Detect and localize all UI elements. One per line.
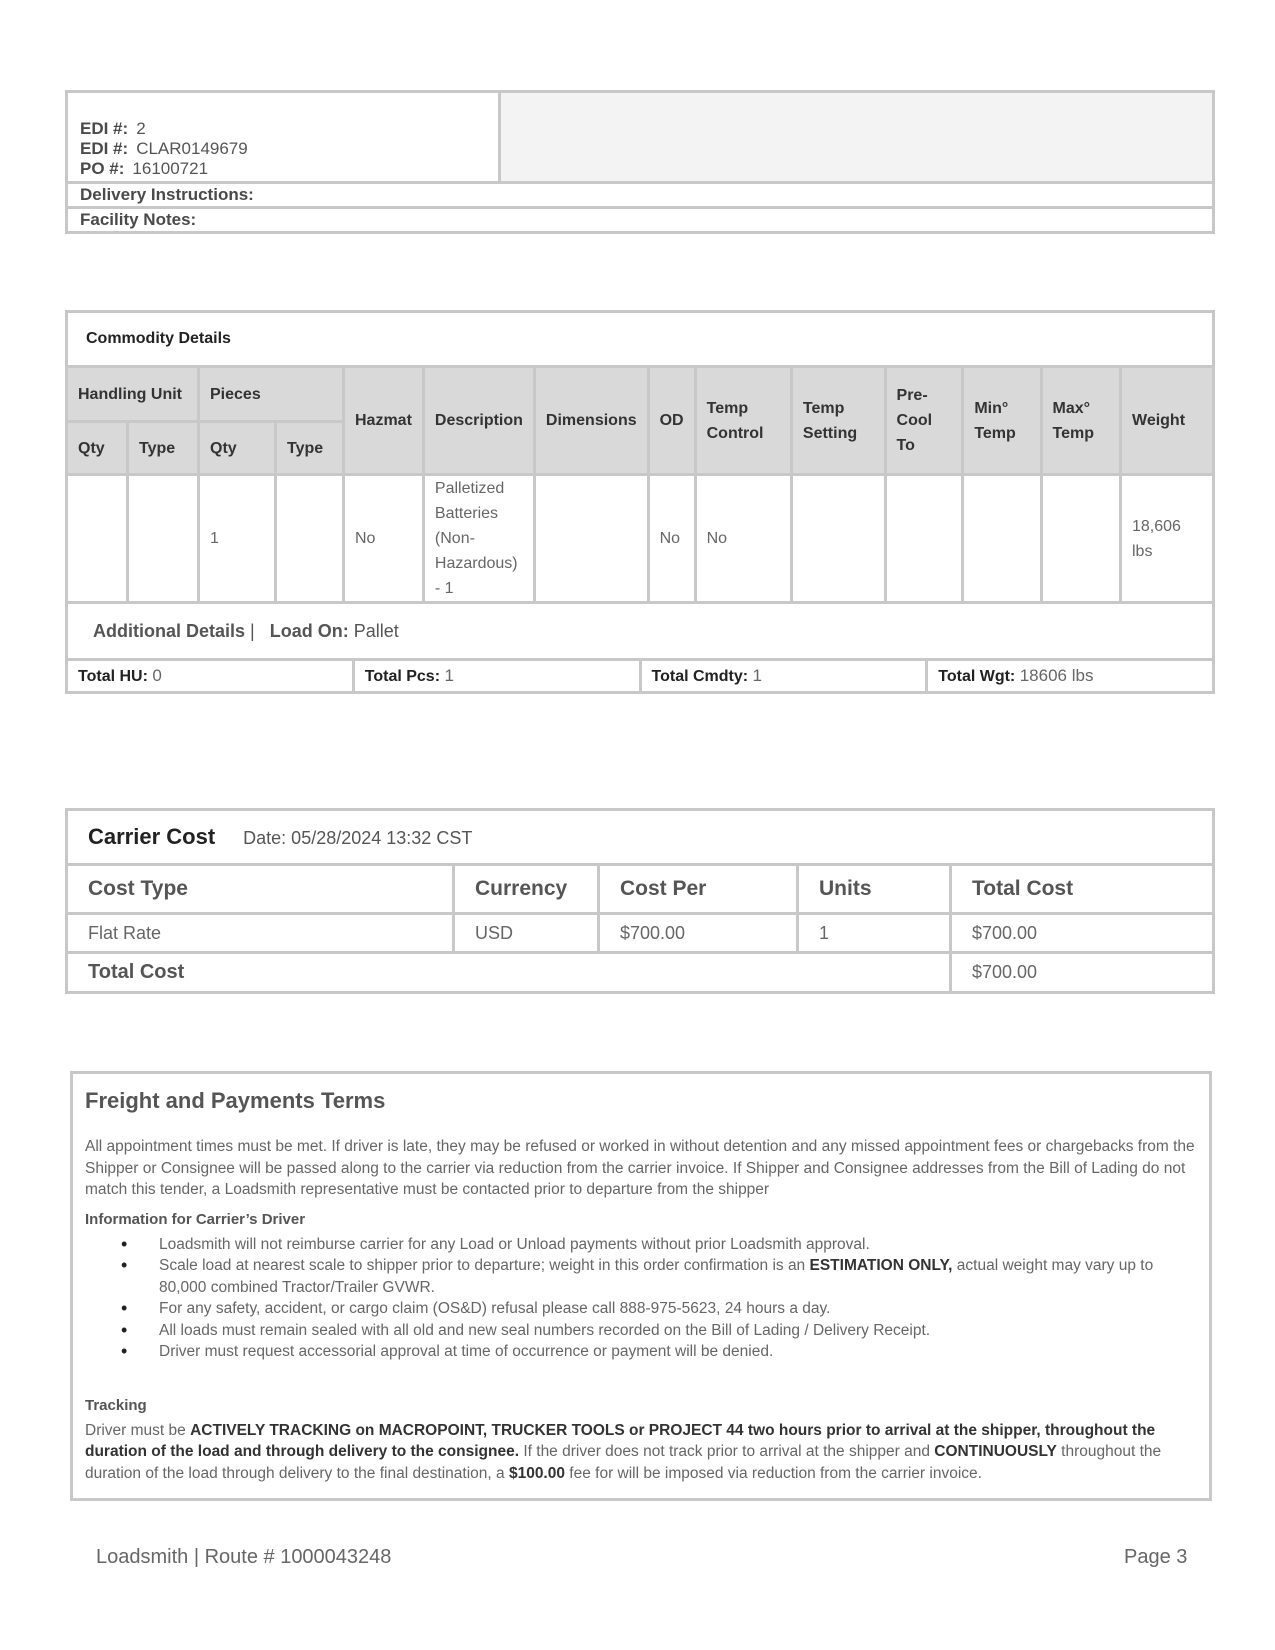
cell-currency: USD: [454, 914, 599, 953]
edi-row-2: EDI #: CLAR0149679: [80, 139, 248, 159]
edi-blank-cell: [500, 92, 1214, 183]
col-hu-type: Type: [128, 422, 199, 475]
cell-description: Palletized Batteries (Non-Hazardous) - 1: [423, 475, 534, 603]
cell-min-temp: [963, 475, 1041, 603]
carrier-cost: [65, 808, 1215, 994]
cell-max-temp: [1041, 475, 1121, 603]
cell-cost-type: Flat Rate: [67, 914, 454, 953]
cell-pc-type: [276, 475, 344, 603]
total-wgt-value: 18606 lbs: [1019, 666, 1094, 685]
footer-page-number: Page 3: [1124, 1546, 1188, 1568]
tracking-text: Driver must be ACTIVELY TRACKING on MACROPOINT, TRUCKER TOOLS or PROJECT 44 two hours prior to arrival at the shipper, throughout the duration of the load and through delivery to the consignee. If the driver does not track prior to arrival at the shipper and CONTINUOUSLY throughout the duration of the load through delivery to the final destination, a $100.00 fee for will be imposed via reduction from the carrier invoice.: [85, 1421, 1162, 1482]
total-pcs-value: 1: [444, 666, 454, 685]
driver-info-item: • Driver must request accessorial approval at time of occurrence or payment will be denied.: [159, 1341, 1197, 1363]
additional-details: Additional Details | Load On: Pallet: [67, 603, 1214, 660]
edi-value-2: CLAR0149679: [136, 139, 248, 159]
col-pc-qty: Qty: [199, 422, 276, 475]
total-cmdty: Total Cmdty: 1: [640, 661, 927, 693]
cell-dimensions: [534, 475, 648, 603]
load-on-value: Pallet: [353, 620, 399, 641]
delivery-instructions-label: Delivery Instructions:: [67, 183, 1214, 208]
col-weight: Weight: [1121, 367, 1214, 475]
terms-intro: All appointment times must be met. If driver is late, they may be refused or worked in without detention and any missed appointment fees or chargebacks from the Shipper or Consignee will be passed along to the carrier via reduction from the carrier invoice. If Shipper and Consignee addresses from the Bill of Lading do not match this tender, a Loadsmith representative must be contacted prior to departure from the shipper: [85, 1138, 1195, 1198]
additional-details-label: Additional Details: [93, 620, 246, 641]
col-pieces: Pieces: [199, 367, 344, 422]
po-row: PO #: 16100721: [80, 159, 209, 179]
cell-pc-qty: 1: [199, 475, 276, 603]
col-handling-unit: Handling Unit: [67, 367, 199, 422]
driver-info-item: • For any safety, accident, or cargo claim (OS&D) refusal please call 888-975-5623, 24 hours a day.: [159, 1298, 1197, 1320]
po-value: 16100721: [132, 159, 209, 179]
cell-cost-per: $700.00: [599, 914, 798, 953]
col-pre-cool: Pre-Cool To: [885, 367, 963, 475]
carrier-cost-date: Date: 05/28/2024 13:32 CST: [243, 828, 473, 848]
col-pc-type: Type: [276, 422, 344, 475]
tracking-heading: Tracking: [85, 1396, 147, 1414]
commodity-totals: [65, 661, 1215, 694]
carrier-cost-header: [67, 810, 1214, 865]
col-currency: Currency: [454, 865, 599, 914]
col-cost-type: Cost Type: [67, 865, 454, 914]
edi-info-cell: [67, 92, 500, 183]
col-max-temp: Max° Temp: [1041, 367, 1121, 475]
edi-row-1: EDI #: 2: [80, 119, 146, 139]
total-cost-value: $700.00: [951, 953, 1214, 993]
cell-pre-cool: [885, 475, 963, 603]
cell-units: 1: [798, 914, 951, 953]
cell-hu-type: [128, 475, 199, 603]
col-total-cost: Total Cost: [951, 865, 1214, 914]
driver-info-heading: Information for Carrier’s Driver: [85, 1210, 306, 1228]
cell-temp-control: No: [695, 475, 791, 603]
cell-temp-setting: [791, 475, 885, 603]
freight-payment-terms: [70, 1071, 1212, 1501]
col-units: Units: [798, 865, 951, 914]
terms-title: Freight and Payments Terms: [85, 1088, 386, 1113]
col-temp-setting: Temp Setting: [791, 367, 885, 475]
cell-weight: 18,606 lbs: [1121, 475, 1214, 603]
col-temp-control: Temp Control: [695, 367, 791, 475]
col-cost-per: Cost Per: [599, 865, 798, 914]
driver-info-item: • All loads must remain sealed with all old and new seal numbers recorded on the Bill of Lading / Delivery Receipt.: [159, 1320, 1197, 1342]
total-hu: Total HU: 0: [67, 661, 354, 693]
total-wgt: Total Wgt: 18606 lbs: [927, 661, 1214, 693]
load-on-label: Load On:: [269, 620, 349, 641]
total-cost-label: Total Cost: [67, 953, 951, 993]
col-min-temp: Min° Temp: [963, 367, 1041, 475]
driver-info-list: [85, 1234, 1197, 1363]
commodity-row: [67, 475, 1214, 603]
commodity-title: Commodity Details: [67, 312, 1214, 367]
col-hazmat: Hazmat: [344, 367, 424, 475]
edi-info-box: [65, 90, 1215, 234]
total-cmdty-value: 1: [752, 666, 763, 685]
cost-row: [67, 914, 1214, 953]
total-pcs: Total Pcs: 1: [353, 661, 640, 693]
driver-info-item: • Scale load at nearest scale to shipper prior to departure; weight in this order confirmation is an ESTIMATION ONLY, actual weight may vary up to 80,000 combined Tractor/Trailer GVWR.: [159, 1255, 1197, 1298]
total-hu-value: 0: [152, 666, 162, 685]
col-hu-qty: Qty: [67, 422, 128, 475]
driver-info-item: • Loadsmith will not reimburse carrier for any Load or Unload payments without prior Loadsmith approval.: [159, 1234, 1197, 1256]
cell-total-cost: $700.00: [951, 914, 1214, 953]
cell-hu-qty: [67, 475, 128, 603]
col-od: OD: [648, 367, 695, 475]
footer-route: Loadsmith | Route # 1000043248: [96, 1546, 392, 1568]
cell-od: No: [648, 475, 695, 603]
col-dimensions: Dimensions: [534, 367, 648, 475]
edi-value-1: 2: [136, 119, 146, 139]
carrier-cost-title: Carrier Cost: [88, 824, 216, 849]
commodity-details: [65, 310, 1215, 694]
cell-hazmat: No: [344, 475, 424, 603]
facility-notes-label: Facility Notes:: [67, 208, 1214, 233]
col-description: Description: [423, 367, 534, 475]
